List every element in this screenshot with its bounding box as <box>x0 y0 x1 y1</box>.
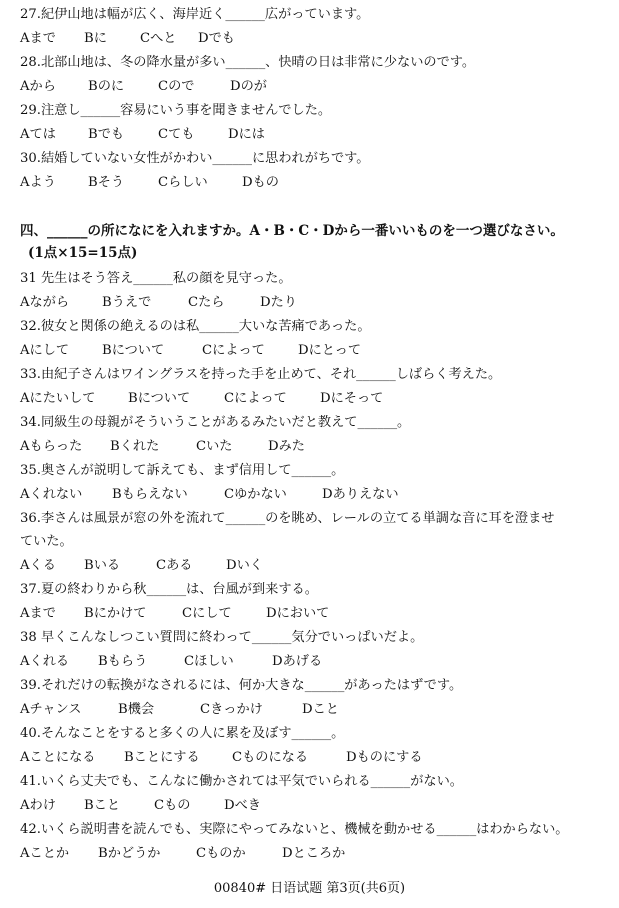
section-score: (1点×15=15点) <box>28 245 138 261</box>
options-30 <box>20 174 279 192</box>
option-b: Bそう <box>88 175 125 190</box>
option-c: Cらしい <box>158 175 208 190</box>
option-a: Aわけ <box>20 798 56 813</box>
question-34: 34.同級生の母親がそういうことがあるみたいだと教えて______。 <box>20 415 411 430</box>
options-38 <box>20 653 322 671</box>
option-c: Cへと <box>140 31 177 46</box>
option-d: Dには <box>228 127 265 142</box>
option-c: Cものか <box>196 846 246 861</box>
question-36-cont: ていた。 <box>20 534 73 549</box>
option-b: Bことにする <box>124 750 200 765</box>
option-b: Bかどうか <box>98 846 161 861</box>
option-d: Dところか <box>282 846 346 861</box>
question-41: 41.いくら丈夫でも、こんなに働かされては平気でいられる______がない。 <box>20 774 463 789</box>
option-a: Aことになる <box>20 750 96 765</box>
question-32: 32.彼女と関係の絶えるのは私______大いな苦痛であった。 <box>20 319 371 334</box>
option-a: Aにたいして <box>20 391 96 406</box>
option-a: Aチャンス <box>20 702 82 717</box>
option-c: Cいた <box>196 439 233 454</box>
option-b: Bに <box>84 31 107 46</box>
options-41 <box>20 797 261 815</box>
options-27 <box>20 30 235 48</box>
option-a: Aまで <box>20 606 56 621</box>
options-37 <box>20 605 329 623</box>
option-b: Bでも <box>88 127 125 142</box>
option-a: Aよう <box>20 175 56 190</box>
option-a: Aくれない <box>20 487 83 502</box>
question-31: 31 先生はそう答え______私の顔を見守った。 <box>20 271 292 286</box>
options-36 <box>20 557 263 575</box>
option-c: Cによって <box>202 343 265 358</box>
option-c: Cにして <box>182 606 232 621</box>
options-32 <box>20 342 361 360</box>
option-d: Dみた <box>268 439 305 454</box>
option-b: Bくれた <box>110 439 160 454</box>
option-c: Cきっかけ <box>200 702 263 717</box>
options-28 <box>20 78 267 96</box>
question-36: 36.李さんは風景が窓の外を流れて______のを眺め、レールの立てる単調な音に耳を澄ませ <box>20 511 555 526</box>
options-40 <box>20 749 423 767</box>
option-d: Dにおいて <box>266 606 330 621</box>
option-c: Cものになる <box>232 750 309 765</box>
option-a: Aては <box>20 127 56 142</box>
option-b: Bこと <box>84 798 121 813</box>
option-a: Aまで <box>20 31 56 46</box>
question-33: 33.由紀子さんはワイングラスを持った手を止めて、それ______しばらく考えた。 <box>20 367 502 382</box>
options-42 <box>20 845 345 863</box>
question-37: 37.夏の終わりから秋______は、台風が到来する。 <box>20 582 318 597</box>
option-c: Cほしい <box>184 654 234 669</box>
option-d: Dでも <box>198 31 235 46</box>
question-42: 42.いくら説明書を読んでも、実際にやってみないと、機械を動かせる______はわからない。 <box>20 822 569 837</box>
option-a: Aながら <box>20 295 70 310</box>
options-29 <box>20 126 265 144</box>
option-b: Bのに <box>88 79 125 94</box>
option-a: Aもらった <box>20 439 83 454</box>
section-title: 四、______の所になにを入れますか。A・B・C・Dから一番いいものを一つ選びなさい。 <box>20 223 564 239</box>
option-d: Dこと <box>302 702 339 717</box>
option-c: Cもの <box>154 798 191 813</box>
question-30: 30.結婚していない女性がかわい______に思われがちです。 <box>20 151 370 166</box>
question-28: 28.北部山地は、冬の降水量が多い______、快晴の日は非常に少ないのです。 <box>20 55 476 70</box>
option-b: Bいる <box>84 558 121 573</box>
option-d: Dありえない <box>322 487 399 502</box>
options-39 <box>20 701 339 719</box>
option-c: Cので <box>158 79 195 94</box>
option-d: Dものにする <box>346 750 423 765</box>
option-a: Aから <box>20 79 56 94</box>
option-d: Dもの <box>242 175 279 190</box>
option-b: Bうえで <box>102 295 152 310</box>
question-27: 27.紀伊山地は幅が広く、海岸近く______広がっています。 <box>20 7 370 22</box>
option-a: Aにして <box>20 343 70 358</box>
option-b: Bについて <box>128 391 191 406</box>
option-c: Cによって <box>224 391 287 406</box>
question-35: 35.奥さんが説明して訴えても、まず信用して______。 <box>20 463 345 478</box>
option-d: Dたり <box>260 295 297 310</box>
option-d: Dいく <box>226 558 263 573</box>
option-d: Dにとって <box>298 343 362 358</box>
option-c: Cても <box>158 127 195 142</box>
option-d: Dのが <box>230 79 267 94</box>
page-footer: 00840# 日语试题 第3页(共6页) <box>213 881 406 896</box>
option-c: Cたら <box>188 295 225 310</box>
option-c: Cゆかない <box>224 487 287 502</box>
question-29: 29.注意し______容易にいう事を聞きませんでした。 <box>20 103 332 118</box>
option-a: Aことか <box>20 846 70 861</box>
option-d: Dべき <box>224 798 261 813</box>
option-b: Bもらう <box>98 654 148 669</box>
option-a: Aくれる <box>20 654 70 669</box>
option-d: Dにそって <box>320 391 384 406</box>
question-40: 40.そんなことをすると多くの人に累を及ぼす______。 <box>20 726 345 741</box>
options-33 <box>20 390 383 408</box>
option-b: Bもらえない <box>112 487 188 502</box>
option-b: B機会 <box>118 702 155 717</box>
options-35 <box>20 486 399 504</box>
option-d: Dあげる <box>272 654 323 669</box>
option-b: Bについて <box>102 343 165 358</box>
options-34 <box>20 438 305 456</box>
option-a: Aくる <box>20 558 56 573</box>
option-b: Bにかけて <box>84 606 147 621</box>
option-c: Cある <box>156 558 193 573</box>
question-38: 38 早くこんなしつこい質問に終わって______気分でいっぱいだよ。 <box>20 630 424 645</box>
options-31 <box>20 294 297 312</box>
question-39: 39.それだけの転換がなされるには、何か大きな______があったはずです。 <box>20 678 463 693</box>
